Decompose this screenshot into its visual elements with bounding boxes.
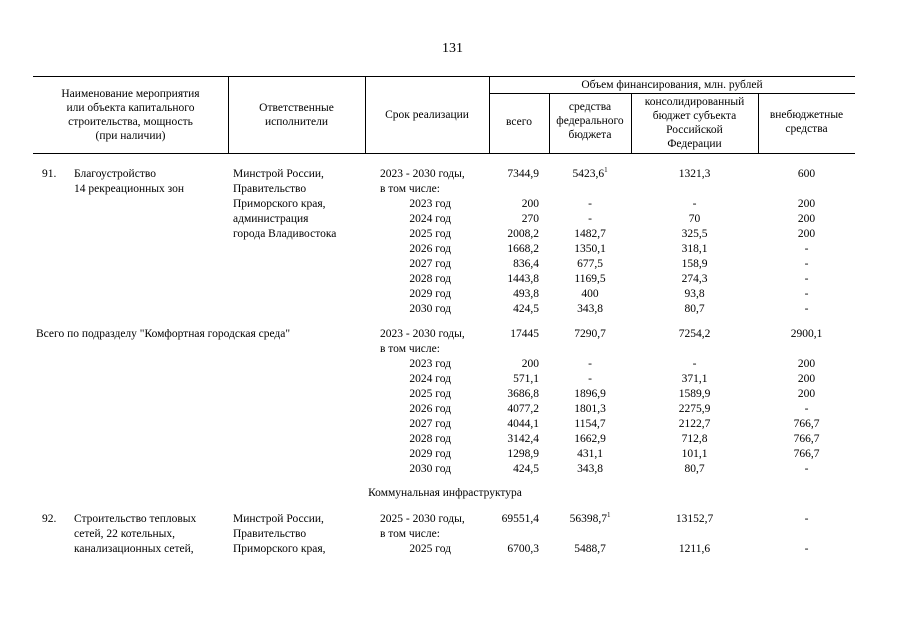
row-period: 2023 год xyxy=(409,198,451,210)
row-federal: - xyxy=(588,213,592,225)
item-executor-line: Правительство xyxy=(233,528,307,540)
row-regional: 70 xyxy=(688,213,701,225)
item-name-line: канализационных сетей, xyxy=(74,543,194,555)
row-regional: 1589,9 xyxy=(678,388,711,400)
item-name-line: 14 рекреационных зон xyxy=(74,183,185,195)
row-period: 2027 год xyxy=(409,258,451,270)
header-executors-line: исполнители xyxy=(264,116,329,128)
row-extrabudgetary: 766,7 xyxy=(793,433,820,445)
row-extrabudgetary: 200 xyxy=(797,198,816,210)
row-extrabudgetary: - xyxy=(804,273,809,285)
header-executors-line: Ответственные xyxy=(259,102,334,114)
row-regional: - xyxy=(692,358,697,370)
header-name-line: строительства, мощность xyxy=(68,116,193,128)
row-period: 2025 - 2030 годы, xyxy=(380,513,465,525)
row-regional: 325,5 xyxy=(681,228,708,240)
item-executor-line: Минстрой России, xyxy=(233,168,324,180)
header-total: всего xyxy=(506,116,532,128)
row-federal: 1801,3 xyxy=(574,403,606,415)
row-regional: 1211,6 xyxy=(678,543,711,555)
row-total: 424,5 xyxy=(513,303,539,315)
table-top-border xyxy=(33,76,855,77)
row-regional: - xyxy=(692,198,697,210)
section-title: Коммунальная инфраструктура xyxy=(368,487,522,499)
row-federal: 7290,7 xyxy=(574,328,606,340)
header-extrabudgetary xyxy=(758,108,855,136)
header-federal-line: федерального xyxy=(556,115,624,127)
row-regional: 93,8 xyxy=(684,288,705,300)
row-federal: 1482,7 xyxy=(574,228,606,240)
row-extrabudgetary: 200 xyxy=(797,358,816,370)
row-extrabudgetary: - xyxy=(804,303,809,315)
row-total: 270 xyxy=(521,213,539,225)
row-federal: 5423,6$^1$ xyxy=(572,166,608,180)
row-federal: 1154,7 xyxy=(574,418,606,430)
row-extrabudgetary: 200 xyxy=(797,388,816,400)
row-extrabudgetary: - xyxy=(804,243,809,255)
row-total: 4077,2 xyxy=(507,403,539,415)
row-federal: 1350,1 xyxy=(574,243,606,255)
item-executor-line: города Владивостока xyxy=(233,228,337,240)
header-federal-line: бюджета xyxy=(568,129,612,141)
row-total: 200 xyxy=(521,198,539,210)
row-period: 2023 - 2030 годы, xyxy=(380,328,465,340)
header-name xyxy=(33,87,228,143)
item-executor-line: Приморского края, xyxy=(233,543,326,555)
row-regional: 80,7 xyxy=(684,303,705,315)
row-regional: 158,9 xyxy=(681,258,708,270)
row-total: 3142,4 xyxy=(507,433,539,445)
row-extrabudgetary: - xyxy=(804,463,809,475)
row-total: 424,5 xyxy=(513,463,539,475)
row-regional: 7254,2 xyxy=(678,328,711,340)
row-total: 571,1 xyxy=(513,373,539,385)
row-period: 2024 год xyxy=(409,213,451,225)
item-name-line: Благоустройство xyxy=(74,168,156,180)
row-extrabudgetary: - xyxy=(804,513,809,525)
row-federal: 1896,9 xyxy=(574,388,606,400)
row-total: 836,4 xyxy=(513,258,539,270)
row-regional: 712,8 xyxy=(681,433,708,445)
header-extrabudgetary-line: внебюджетные xyxy=(769,109,844,121)
row-period: 2025 год xyxy=(409,228,451,240)
row-extrabudgetary: - xyxy=(804,258,809,270)
row-period: 2029 год xyxy=(409,288,451,300)
item-name-line: Строительство тепловых xyxy=(74,513,197,525)
row-extrabudgetary: 2900,1 xyxy=(790,328,823,340)
header-regional xyxy=(631,95,758,151)
item-number: 92. xyxy=(42,513,57,525)
item-executor-line: Приморского края, xyxy=(233,198,326,210)
row-extrabudgetary: 200 xyxy=(797,228,816,240)
row-period: 2028 год xyxy=(409,273,451,285)
table-header-bottom-border xyxy=(33,153,855,154)
row-period: в том числе: xyxy=(380,528,440,540)
subtotal-label: Всего по подразделу "Комфортная городская среда" xyxy=(36,328,291,340)
row-period: 2023 - 2030 годы, xyxy=(380,168,465,180)
row-period: 2028 год xyxy=(409,433,451,445)
item-executor-line: администрация xyxy=(233,213,309,225)
header-regional-line: бюджет субъекта xyxy=(652,110,737,122)
header-regional-line: Российской xyxy=(666,124,723,136)
row-extrabudgetary: 766,7 xyxy=(793,418,820,430)
row-period: 2027 год xyxy=(409,418,451,430)
item-executor-line: Минстрой России, xyxy=(233,513,324,525)
header-regional-line: консолидированный xyxy=(644,96,745,108)
footnote-mark: 1 xyxy=(604,166,608,175)
row-total: 7344,9 xyxy=(507,168,539,180)
header-financing: Объем финансирования, млн. рублей xyxy=(581,79,763,91)
financing-header-divider xyxy=(489,93,855,94)
row-total: 3686,8 xyxy=(507,388,539,400)
row-extrabudgetary: - xyxy=(804,543,809,555)
row-total: 2008,2 xyxy=(507,228,539,240)
row-federal: 431,1 xyxy=(577,448,603,460)
row-regional: 80,7 xyxy=(684,463,705,475)
row-extrabudgetary: 200 xyxy=(797,213,816,225)
header-name-line: или объекта капитального xyxy=(66,102,195,114)
row-extrabudgetary: 200 xyxy=(797,373,816,385)
row-period: 2024 год xyxy=(409,373,451,385)
item-executor-line: Правительство xyxy=(233,183,307,195)
footnote-mark: 1 xyxy=(606,511,611,520)
row-federal: - xyxy=(588,198,592,210)
row-federal: 1662,9 xyxy=(574,433,606,445)
row-total: 6700,3 xyxy=(507,543,539,555)
row-period: в том числе: xyxy=(380,183,440,195)
header-name-line: Наименование мероприятия xyxy=(61,88,200,100)
row-regional: 274,3 xyxy=(681,273,708,285)
row-federal: - xyxy=(588,358,592,370)
row-period: 2025 год xyxy=(409,543,451,555)
row-total: 1668,2 xyxy=(507,243,539,255)
header-period: Срок реализации xyxy=(385,109,469,121)
row-regional: 371,1 xyxy=(681,373,708,385)
row-total: 1443,8 xyxy=(507,273,539,285)
row-total: 1298,9 xyxy=(507,448,539,460)
row-federal: 343,8 xyxy=(577,463,603,475)
row-period: в том числе: xyxy=(380,343,440,355)
header-executors xyxy=(228,101,365,129)
row-federal: 5488,7 xyxy=(574,543,606,555)
row-total: 17445 xyxy=(510,328,539,340)
header-federal-line: средства xyxy=(568,101,612,113)
row-regional: 101,1 xyxy=(681,448,708,460)
row-period: 2026 год xyxy=(409,403,451,415)
row-period: 2030 год xyxy=(409,303,451,315)
row-total: 493,8 xyxy=(513,288,539,300)
page-number: 131 xyxy=(442,41,463,56)
row-regional: 318,1 xyxy=(681,243,708,255)
row-regional: 2275,9 xyxy=(678,403,711,415)
row-total: 200 xyxy=(521,358,539,370)
row-total: 4044,1 xyxy=(507,418,539,430)
row-period: 2025 год xyxy=(409,388,451,400)
row-federal: 56398,7$^1$ xyxy=(569,511,611,525)
row-period: 2030 год xyxy=(409,463,451,475)
row-extrabudgetary: - xyxy=(804,288,809,300)
row-total: 69551,4 xyxy=(501,513,539,525)
row-federal: 677,5 xyxy=(577,258,603,270)
item-number: 91. xyxy=(42,168,57,180)
row-federal: 1169,5 xyxy=(574,273,606,285)
item-name-line: сетей, 22 котельных, xyxy=(74,528,175,540)
row-extrabudgetary: 600 xyxy=(797,168,816,180)
row-federal: - xyxy=(588,373,592,385)
row-period: 2029 год xyxy=(409,448,451,460)
header-federal xyxy=(549,100,631,142)
row-regional: 1321,3 xyxy=(678,168,711,180)
header-regional-line: Федерации xyxy=(667,138,722,150)
row-period: 2023 год xyxy=(409,358,451,370)
row-extrabudgetary: - xyxy=(804,403,809,415)
header-extrabudgetary-line: средства xyxy=(785,123,828,135)
row-period: 2026 год xyxy=(409,243,451,255)
header-name-line: (при наличии) xyxy=(95,130,166,142)
row-extrabudgetary: 766,7 xyxy=(793,448,820,460)
row-federal: 400 xyxy=(581,288,599,300)
row-federal: 343,8 xyxy=(577,303,603,315)
row-regional: 13152,7 xyxy=(675,513,714,525)
row-regional: 2122,7 xyxy=(678,418,711,430)
